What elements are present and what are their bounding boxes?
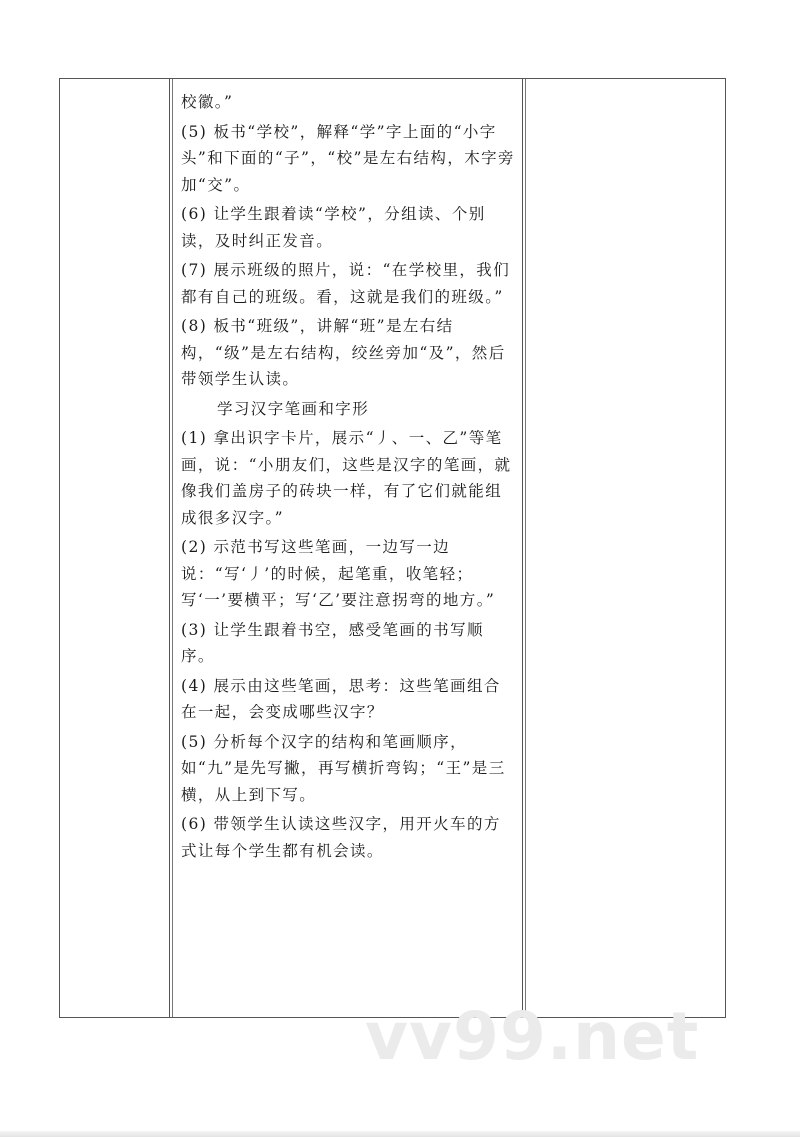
teaching-process-cell	[181, 89, 517, 867]
paragraph: (5) 分析每个汉字的结构和笔画顺序，如“九”是先写撇，再写横折弯钩；“王”是三横，从上到下写。	[181, 732, 506, 804]
paragraph: (2) 示范书写这些笔画，一边写一边说：“写‘丿’的时候，起笔重，收笔轻；写‘一’要横平；写‘乙’要注意拐弯的地方。”	[181, 538, 496, 609]
watermark: vv99.net	[365, 998, 700, 1075]
paragraph: (7) 展示班级的照片，说：“在学校里，我们都有自己的班级。看，这就是我们的班级。”	[181, 261, 511, 306]
paragraph: (1) 拿出识字卡片，展示“丿、一、乙”等笔画，说：“小朋友们，这些是汉字的笔画，就像我们盖房子的砖块一样，有了它们就能组成很多汉字。”	[181, 429, 512, 527]
paragraph: (4) 展示由这些笔画，思考：这些笔画组合在一起，会变成哪些汉字？	[181, 676, 501, 721]
paragraph: 校徽。”	[181, 93, 234, 111]
paragraph: (6) 带领学生认读这些汉字，用开火车的方式让每个学生都有机会读。	[181, 815, 501, 860]
page-bottom-edge	[0, 1131, 800, 1137]
column-divider-right-inner	[525, 79, 526, 1017]
column-divider-left	[169, 79, 170, 1017]
section-heading: 学习汉字笔画和字形	[217, 399, 370, 418]
paragraph: (5) 板书“学校”，解释“学”字上面的“小字头”和下面的“子”，“校”是左右结构，木字旁加“交”。	[181, 122, 515, 194]
paragraph: (6) 让学生跟着读“学校”，分组读、个别读，及时纠正发音。	[181, 205, 486, 250]
lesson-plan-table	[59, 78, 726, 1018]
column-divider-right	[522, 79, 523, 1017]
paragraph: (3) 让学生跟着书空，感受笔画的书写顺序。	[181, 620, 484, 665]
paragraph: (8) 板书“班级”，讲解“班”是左右结构，“级”是左右结构，绞丝旁加“及”，然后带领学生认读。	[181, 317, 506, 388]
column-divider-left-inner	[172, 79, 173, 1017]
